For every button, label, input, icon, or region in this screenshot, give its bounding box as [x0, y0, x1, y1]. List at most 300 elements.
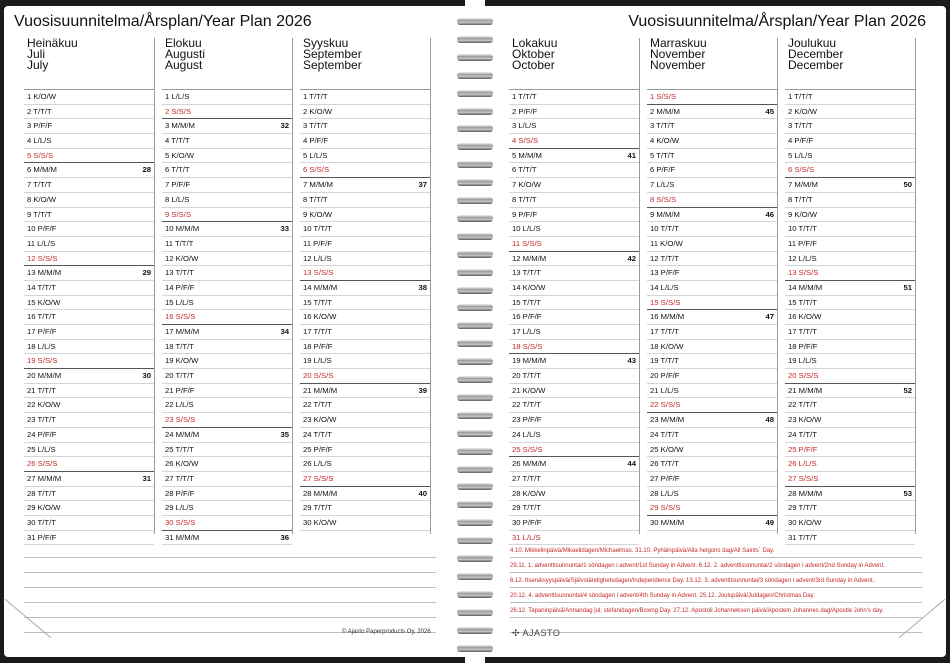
day-label: 23 K/O/W — [303, 415, 337, 425]
page-title: Vuosisuunnitelma/Årsplan/Year Plan 2026 — [628, 13, 926, 30]
day-row — [647, 428, 777, 443]
day-label: 21 P/F/F — [165, 385, 195, 395]
day-row — [647, 472, 777, 487]
day-row — [162, 105, 292, 120]
day-label: 21 K/O/W — [512, 385, 546, 395]
week-number: 44 — [627, 459, 636, 469]
day-label: 7 M/M/M — [303, 180, 333, 190]
day-label: 18 K/O/W — [650, 341, 684, 351]
day-label: 1 S/S/S — [650, 92, 677, 101]
day-label: 21 T/T/T — [27, 385, 56, 395]
day-label: 23 T/T/T — [27, 415, 56, 425]
month-column — [785, 36, 916, 542]
day-label: 3 P/F/F — [27, 121, 53, 131]
day-row — [785, 178, 915, 193]
day-row — [24, 354, 154, 369]
notes-area — [24, 543, 436, 633]
day-row — [162, 398, 292, 413]
day-label: 31 M/M/M — [165, 532, 200, 542]
day-row — [509, 119, 639, 134]
day-label: 16 P/F/F — [512, 312, 542, 322]
day-row — [24, 134, 154, 149]
day-label: 16 T/T/T — [27, 312, 56, 322]
day-label: 28 P/F/F — [165, 488, 195, 498]
day-label: 12 K/O/W — [165, 253, 199, 263]
day-label: 9 M/M/M — [650, 209, 680, 219]
day-row — [647, 266, 777, 281]
day-row — [300, 310, 430, 325]
day-label: 29 T/T/T — [512, 503, 541, 513]
day-label: 19 S/S/S — [27, 356, 58, 366]
day-row — [24, 266, 154, 281]
binding-ring — [457, 233, 493, 240]
day-label: 11 P/F/F — [303, 238, 332, 248]
day-row — [509, 398, 639, 413]
day-label: 8 T/T/T — [512, 194, 537, 204]
day-row — [647, 222, 777, 237]
day-row — [509, 428, 639, 443]
day-row — [162, 487, 292, 502]
day-label: 3 T/T/T — [788, 121, 813, 131]
day-row — [647, 340, 777, 355]
day-row — [24, 457, 154, 472]
month-column — [509, 36, 640, 542]
week-number: 47 — [765, 312, 774, 322]
day-row — [162, 208, 292, 223]
day-label: 5 L/L/S — [303, 150, 328, 160]
day-list — [647, 89, 777, 531]
day-row — [300, 340, 430, 355]
binding-ring — [457, 197, 493, 204]
day-row — [509, 296, 639, 311]
holiday-notes — [510, 543, 922, 633]
day-row — [24, 281, 154, 296]
day-label: 20 S/S/S — [303, 371, 334, 381]
day-label: 20 M/M/M — [27, 371, 62, 381]
day-row — [24, 369, 154, 384]
right-page — [485, 6, 946, 657]
day-label: 3 T/T/T — [650, 121, 675, 131]
month-name: Oktober — [512, 47, 555, 61]
day-label: 7 P/F/F — [165, 180, 191, 190]
day-row — [647, 134, 777, 149]
day-label: 10 T/T/T — [650, 224, 679, 234]
day-label: 18 T/T/T — [165, 341, 194, 351]
day-row — [785, 208, 915, 223]
day-label: 5 S/S/S — [27, 150, 54, 160]
day-list — [300, 89, 430, 531]
binding-ring — [457, 591, 493, 598]
day-label: 14 L/L/S — [650, 282, 679, 292]
week-number: 40 — [418, 488, 427, 498]
day-label: 1 K/O/W — [27, 92, 57, 101]
week-number: 38 — [418, 282, 427, 292]
binding-ring — [457, 90, 493, 97]
day-row — [785, 516, 915, 531]
day-label: 30 P/F/F — [512, 517, 542, 527]
day-row — [162, 310, 292, 325]
day-label: 21 M/M/M — [788, 385, 823, 395]
day-row — [647, 178, 777, 193]
day-row — [162, 252, 292, 267]
day-label: 23 P/F/F — [512, 415, 542, 425]
day-label: 12 L/L/S — [303, 253, 332, 263]
day-row — [162, 501, 292, 516]
day-label: 14 T/T/T — [27, 282, 56, 292]
day-label: 7 K/O/W — [512, 180, 542, 190]
day-row — [162, 237, 292, 252]
binding-ring — [457, 430, 493, 437]
day-row — [24, 252, 154, 267]
day-label: 16 K/O/W — [303, 312, 337, 322]
binding-ring — [457, 36, 493, 43]
day-row — [300, 281, 430, 296]
day-label: 22 K/O/W — [27, 400, 61, 410]
day-label: 20 T/T/T — [512, 371, 541, 381]
day-row — [647, 398, 777, 413]
day-row — [785, 193, 915, 208]
month-name: Marraskuu — [650, 36, 707, 50]
binding-ring — [457, 287, 493, 294]
day-label: 3 M/M/M — [165, 121, 195, 131]
day-label: 11 K/O/W — [650, 238, 683, 248]
day-label: 26 M/M/M — [512, 459, 547, 469]
day-row — [162, 413, 292, 428]
binding-ring — [457, 627, 493, 634]
day-label: 28 T/T/T — [27, 488, 56, 498]
day-row — [300, 90, 430, 105]
day-row — [647, 163, 777, 178]
day-label: 21 L/L/S — [650, 385, 679, 395]
day-label: 20 T/T/T — [165, 371, 194, 381]
day-row — [162, 119, 292, 134]
day-label: 13 S/S/S — [303, 268, 334, 278]
day-row — [509, 487, 639, 502]
day-label: 29 K/O/W — [27, 503, 61, 513]
binding-ring — [457, 555, 493, 562]
day-label: 6 T/T/T — [165, 165, 190, 175]
day-row — [785, 222, 915, 237]
day-row — [509, 222, 639, 237]
month-column — [24, 36, 155, 542]
binding-ring — [457, 54, 493, 61]
day-label: 29 L/L/S — [165, 503, 194, 513]
day-row — [509, 325, 639, 340]
holiday-line: 4.10. Mikkelinpäivä/Mikaelidagen/Michaelmas. 31.10. Pyhäinpäivä/Alla helgons dag/All Saints´ Day. — [510, 543, 922, 558]
day-label: 2 K/O/W — [303, 106, 333, 116]
day-row — [509, 413, 639, 428]
day-label: 25 P/F/F — [303, 444, 333, 454]
day-label: 15 T/T/T — [303, 297, 332, 307]
day-row — [785, 149, 915, 164]
day-label: 14 M/M/M — [788, 282, 823, 292]
day-label: 25 P/F/F — [788, 444, 818, 454]
week-number: 37 — [418, 180, 427, 190]
holiday-line: 20.12. 4. adventtisunnuntai/4 söndagen i advent/4th Sunday in Advent. 25.12. Joulupäivä/Juldagen/Christmas Day. — [510, 588, 922, 603]
day-label: 10 T/T/T — [303, 224, 332, 234]
binding-ring — [457, 251, 493, 258]
day-label: 10 M/M/M — [165, 224, 200, 234]
day-label: 17 P/F/F — [27, 327, 57, 336]
day-row — [509, 501, 639, 516]
day-row — [24, 340, 154, 355]
week-number: 34 — [280, 327, 289, 336]
day-row — [647, 296, 777, 311]
day-label: 3 T/T/T — [303, 121, 328, 131]
day-row — [162, 281, 292, 296]
day-row — [785, 90, 915, 105]
day-label: 25 L/L/S — [27, 444, 56, 454]
day-label: 6 S/S/S — [788, 165, 815, 175]
day-row — [24, 237, 154, 252]
day-row — [24, 119, 154, 134]
day-label: 5 K/O/W — [165, 150, 195, 160]
day-label: 3 L/L/S — [512, 121, 537, 131]
day-label: 18 P/F/F — [303, 341, 333, 351]
day-row — [300, 252, 430, 267]
day-row — [647, 119, 777, 134]
day-row — [785, 340, 915, 355]
note-line — [24, 558, 436, 573]
day-label: 25 S/S/S — [512, 444, 543, 454]
day-row — [509, 472, 639, 487]
binding-ring — [457, 161, 493, 168]
day-row — [24, 384, 154, 399]
day-row — [162, 149, 292, 164]
day-row — [509, 149, 639, 164]
day-row — [24, 149, 154, 164]
day-label: 4 S/S/S — [512, 136, 539, 146]
day-row — [647, 149, 777, 164]
day-label: 15 T/T/T — [788, 297, 817, 307]
day-row — [162, 90, 292, 105]
binding-ring — [457, 573, 493, 580]
day-label: 28 K/O/W — [512, 488, 546, 498]
binding-ring — [457, 269, 493, 276]
day-label: 28 M/M/M — [303, 488, 338, 498]
day-row — [300, 296, 430, 311]
day-label: 14 K/O/W — [512, 282, 546, 292]
day-row — [24, 428, 154, 443]
day-label: 25 T/T/T — [165, 444, 194, 454]
month-name: Syyskuu — [303, 36, 349, 50]
day-row — [647, 90, 777, 105]
day-row — [300, 354, 430, 369]
day-label: 6 P/F/F — [650, 165, 676, 175]
day-label: 30 K/O/W — [303, 517, 337, 527]
day-label: 27 T/T/T — [165, 473, 194, 483]
day-label: 12 L/L/S — [788, 253, 817, 263]
day-row — [509, 90, 639, 105]
day-label: 19 K/O/W — [165, 356, 199, 366]
day-label: 9 K/O/W — [788, 209, 818, 219]
binding-ring — [457, 609, 493, 616]
day-list — [785, 89, 915, 545]
binding-ring — [457, 519, 493, 526]
day-row — [647, 208, 777, 223]
day-label: 22 L/L/S — [165, 400, 194, 410]
day-label: 30 M/M/M — [650, 517, 685, 527]
day-row — [24, 501, 154, 516]
day-row — [509, 516, 639, 531]
day-label: 26 K/O/W — [165, 459, 199, 469]
day-row — [300, 325, 430, 340]
day-label: 13 M/M/M — [27, 268, 62, 278]
month-header — [162, 38, 292, 82]
day-row — [509, 457, 639, 472]
day-row — [24, 193, 154, 208]
day-row — [162, 178, 292, 193]
holiday-line: 29.11. 1. adventtisunnuntai/1 söndagen i advent/1st Sunday in Advent. 6.12. 2. adventtisunnuntai/2 söndagen i advent/2nd Sunday in Advent. — [510, 558, 922, 573]
day-row — [785, 428, 915, 443]
binding-ring — [457, 358, 493, 365]
day-label: 27 P/F/F — [650, 473, 680, 483]
day-label: 16 S/S/S — [165, 312, 196, 322]
day-row — [24, 325, 154, 340]
note-line — [24, 543, 436, 558]
day-label: 12 S/S/S — [27, 253, 58, 263]
day-row — [162, 516, 292, 531]
week-number: 29 — [142, 268, 151, 278]
day-row — [162, 325, 292, 340]
day-label: 2 M/M/M — [650, 106, 680, 116]
day-label: 26 S/S/S — [27, 459, 58, 469]
note-line — [24, 573, 436, 588]
day-row — [509, 252, 639, 267]
day-label: 11 T/T/T — [165, 238, 194, 248]
day-list — [162, 89, 292, 545]
day-row — [162, 354, 292, 369]
month-header — [300, 38, 430, 82]
day-label: 4 P/F/F — [788, 136, 814, 146]
day-label: 26 L/L/S — [303, 459, 332, 469]
binding-ring — [457, 215, 493, 222]
day-row — [785, 472, 915, 487]
day-row — [24, 413, 154, 428]
day-row — [162, 266, 292, 281]
day-row — [24, 163, 154, 178]
day-row — [300, 105, 430, 120]
month-name: Joulukuu — [788, 36, 837, 50]
day-label: 6 T/T/T — [512, 165, 537, 175]
day-label: 5 T/T/T — [650, 150, 675, 160]
day-row — [509, 208, 639, 223]
day-row — [647, 384, 777, 399]
day-label: 11 S/S/S — [512, 238, 542, 248]
day-label: 17 T/T/T — [303, 327, 332, 336]
day-label: 30 K/O/W — [788, 517, 822, 527]
binding-ring — [457, 501, 493, 508]
day-label: 4 P/F/F — [303, 136, 329, 146]
month-name: Elokuu — [165, 36, 202, 50]
day-row — [24, 487, 154, 502]
day-label: 27 T/T/T — [512, 473, 541, 483]
day-label: 26 L/L/S — [788, 459, 817, 469]
month-name: Augusti — [165, 47, 206, 61]
day-label: 9 T/T/T — [27, 209, 52, 219]
day-row — [300, 266, 430, 281]
month-header — [647, 38, 777, 82]
day-label: 19 T/T/T — [650, 356, 679, 366]
week-number: 30 — [142, 371, 151, 381]
ajasto-logo: ✣ AJASTO — [512, 628, 561, 638]
day-label: 1 T/T/T — [512, 92, 537, 101]
day-row — [785, 384, 915, 399]
day-label: 19 L/L/S — [303, 356, 332, 366]
day-row — [509, 134, 639, 149]
day-row — [162, 193, 292, 208]
day-label: 10 L/L/S — [512, 224, 541, 234]
day-label: 23 S/S/S — [165, 415, 196, 425]
day-row — [300, 149, 430, 164]
binding-ring — [457, 72, 493, 79]
day-row — [647, 237, 777, 252]
day-row — [300, 208, 430, 223]
day-row — [647, 501, 777, 516]
month-name: Lokakuu — [512, 36, 558, 50]
day-label: 31 L/L/S — [512, 532, 541, 542]
week-number: 42 — [627, 253, 636, 263]
left-page — [4, 6, 465, 657]
day-label: 10 T/T/T — [788, 224, 817, 234]
day-label: 13 T/T/T — [165, 268, 194, 278]
note-line — [24, 588, 436, 603]
binding-ring — [457, 394, 493, 401]
day-row — [162, 340, 292, 355]
day-row — [509, 178, 639, 193]
day-row — [647, 457, 777, 472]
day-label: 9 S/S/S — [165, 209, 192, 219]
day-row — [24, 208, 154, 223]
day-label: 27 S/S/S — [303, 473, 334, 483]
day-label: 28 M/M/M — [788, 488, 823, 498]
day-label: 1 T/T/T — [303, 92, 328, 101]
day-row — [509, 281, 639, 296]
day-row — [24, 398, 154, 413]
day-label: 6 M/M/M — [27, 165, 57, 175]
month-name: November — [650, 58, 706, 72]
day-row — [300, 501, 430, 516]
day-label: 22 S/S/S — [650, 400, 681, 410]
day-label: 2 P/F/F — [512, 106, 538, 116]
day-label: 29 S/S/S — [650, 503, 681, 513]
week-number: 39 — [418, 385, 427, 395]
day-row — [647, 516, 777, 531]
day-row — [162, 472, 292, 487]
holiday-line: 26.12. Tapaninpäivä/Annandag jul, stefanidagen/Boxing Day. 27.12. Apostoli Johanneksen päivä/Aposteln Johannes dag/Apostle John's day. — [510, 603, 922, 618]
day-label: 24 T/T/T — [650, 429, 679, 439]
day-row — [300, 222, 430, 237]
week-number: 41 — [627, 150, 636, 160]
day-row — [785, 398, 915, 413]
note-line — [24, 603, 436, 618]
day-label: 29 T/T/T — [788, 503, 817, 513]
day-label: 16 K/O/W — [788, 312, 822, 322]
day-row — [24, 105, 154, 120]
day-row — [647, 487, 777, 502]
day-row — [162, 222, 292, 237]
day-row — [300, 516, 430, 531]
binding-ring — [457, 304, 493, 311]
day-row — [509, 266, 639, 281]
day-row — [647, 105, 777, 120]
day-row — [647, 325, 777, 340]
week-number: 51 — [903, 282, 912, 292]
day-list — [24, 89, 154, 545]
binding-ring — [457, 412, 493, 419]
month-name: Juli — [27, 47, 46, 61]
day-label: 24 M/M/M — [165, 429, 200, 439]
